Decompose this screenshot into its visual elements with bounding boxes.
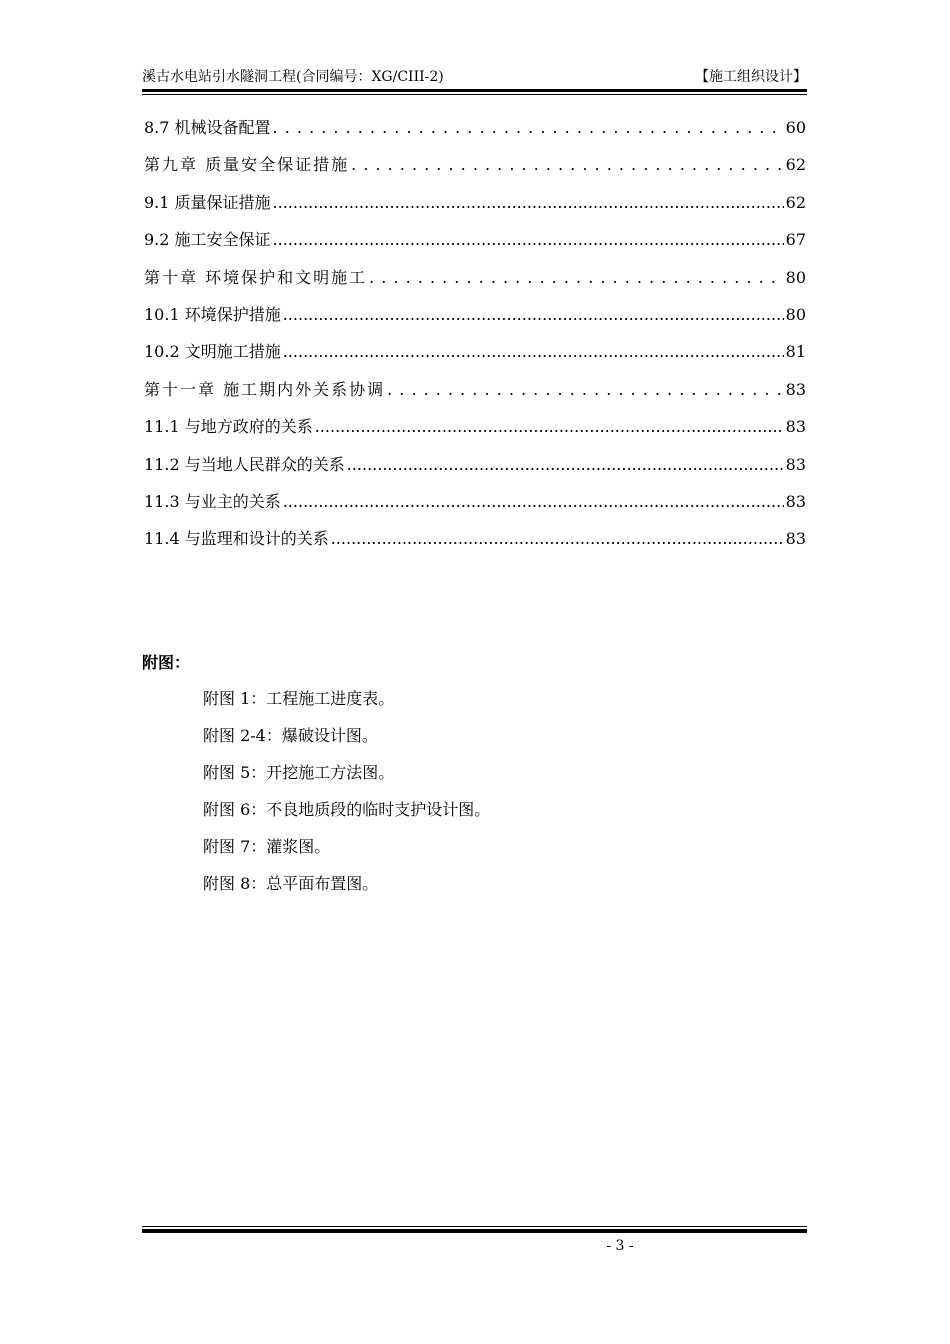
toc-dot-leader — [273, 114, 784, 142]
toc-entry-page: 83 — [785, 491, 806, 511]
toc-dot-leader — [369, 264, 784, 292]
appendix-item: 附图 2-4：爆破设计图。 — [203, 726, 378, 745]
toc-entry-label: 第九章 质量安全保证措施 — [144, 155, 350, 175]
toc-entry-page: 80 — [785, 304, 806, 324]
toc-entry-label: 11.4 与监理和设计的关系 — [144, 529, 329, 549]
header-rule-thick — [142, 89, 807, 92]
toc-entry — [144, 301, 806, 338]
footer-rule-thick — [142, 1229, 807, 1233]
toc-dot-leader — [351, 151, 784, 179]
toc-entry-page: 80 — [785, 267, 806, 287]
toc-dot-leader — [331, 525, 784, 553]
toc-entry — [144, 413, 806, 450]
toc-entry-label: 第十一章 施工期内外关系协调 — [144, 379, 386, 399]
header-rule-thin — [142, 94, 807, 95]
toc-entry — [144, 151, 806, 188]
toc-entry — [144, 226, 806, 263]
toc-entry-page: 62 — [785, 155, 806, 175]
toc-entry-label: 11.2 与当地人民群众的关系 — [144, 454, 345, 474]
toc-entry-label: 11.1 与地方政府的关系 — [144, 417, 313, 437]
toc-dot-leader — [283, 488, 784, 516]
toc-entry — [144, 189, 806, 226]
toc-dot-leader — [273, 226, 784, 254]
appendix-item: 附图 6：不良地质段的临时支护设计图。 — [203, 800, 491, 819]
toc-entry-page: 83 — [785, 454, 806, 474]
toc-entry-label: 第十章 环境保护和文明施工 — [144, 267, 368, 287]
toc-entry-page: 83 — [785, 417, 806, 437]
toc-entry — [144, 338, 806, 375]
page-number: - 3 - — [606, 1238, 634, 1254]
header-section-title: 【施工组织设计】 — [695, 69, 807, 85]
toc-entry — [144, 114, 806, 151]
toc-entry-label: 9.2 施工安全保证 — [144, 230, 271, 250]
footer-rule-thin — [142, 1226, 807, 1227]
toc-entry — [144, 264, 806, 301]
toc-entry-label: 8.7 机械设备配置 — [144, 118, 271, 137]
toc-entry-label: 9.1 质量保证措施 — [144, 192, 271, 212]
toc-dot-leader — [315, 413, 784, 441]
toc-dot-leader — [283, 301, 784, 329]
toc-entry-page: 81 — [785, 342, 806, 362]
toc-entry-label: 10.1 环境保护措施 — [144, 304, 281, 324]
appendix-item: 附图 5：开挖施工方法图。 — [203, 763, 395, 782]
page-header — [142, 66, 807, 88]
toc-entry — [144, 525, 806, 562]
toc-entry-page: 62 — [785, 192, 806, 212]
toc-dot-leader — [273, 189, 784, 217]
table-of-contents — [144, 114, 806, 563]
header-project-title: 溪古水电站引水隧洞工程(合同编号：XG/CIII-2) — [142, 69, 444, 85]
toc-dot-leader — [347, 451, 784, 479]
toc-entry-page: 67 — [785, 230, 806, 250]
appendix-item: 附图 1：工程施工进度表。 — [203, 689, 395, 708]
toc-entry-label: 11.3 与业主的关系 — [144, 491, 281, 511]
appendix-list — [203, 686, 490, 908]
toc-entry — [144, 451, 806, 488]
toc-entry — [144, 376, 806, 413]
toc-dot-leader — [387, 376, 784, 404]
toc-entry-page: 60 — [785, 118, 806, 137]
appendix-item: 附图 8：总平面布置图。 — [203, 874, 379, 893]
toc-dot-leader — [283, 338, 784, 366]
toc-entry-label: 10.2 文明施工措施 — [144, 342, 281, 362]
appendix-title: 附图： — [142, 653, 191, 672]
toc-entry-page: 83 — [785, 379, 806, 399]
toc-entry — [144, 488, 806, 525]
appendix-item: 附图 7：灌浆图。 — [203, 837, 331, 856]
toc-entry-page: 83 — [785, 529, 806, 549]
